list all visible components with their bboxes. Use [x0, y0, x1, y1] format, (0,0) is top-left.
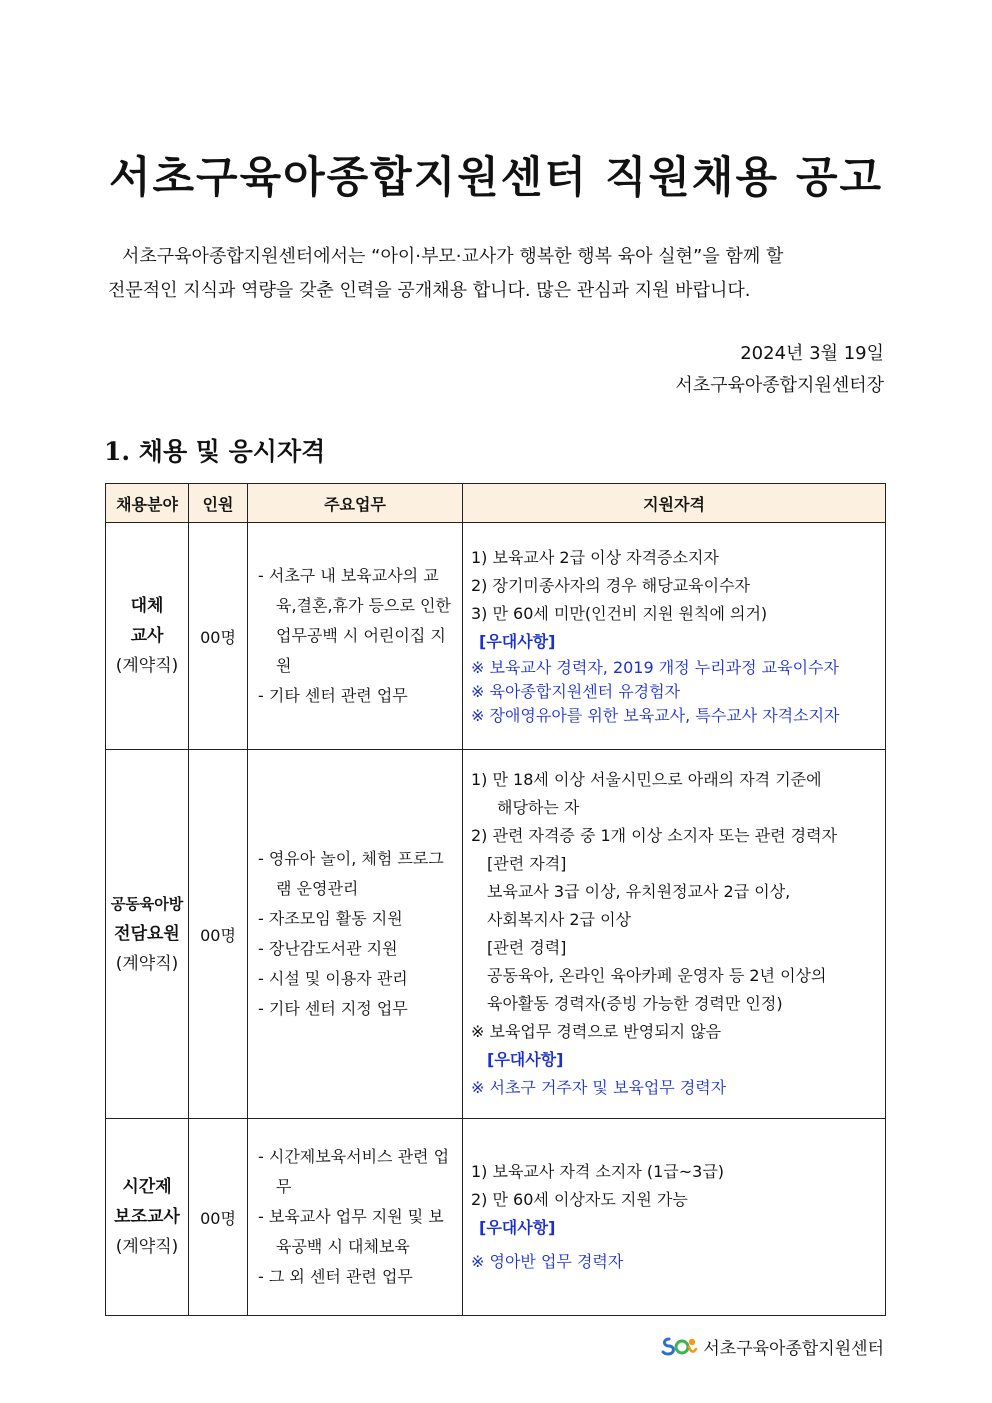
duty-item: - 서초구 내 보육교사의 교육,결혼,휴가 등으로 인한 업무공백 시 어린이집 지원 [258, 566, 451, 675]
quals-cell [463, 750, 886, 1119]
header-field: 채용분야 [106, 484, 189, 523]
field-name: 전담요원 [114, 924, 180, 944]
duty-item: - 기타 센터 지정 업무 [258, 999, 408, 1018]
qual-note: ※ 보육업무 경력으로 반영되지 않음 [471, 1022, 722, 1041]
issue-block [675, 338, 884, 402]
count-cell: 00명 [189, 523, 248, 750]
qual-sublabel: [관련 자격] [487, 854, 567, 873]
pref-label: [우대사항] [487, 1050, 564, 1069]
field-name: 공동육아방 [110, 895, 184, 913]
qual-item: 2) 장기미종사자의 경우 해당교육이수자 [471, 576, 750, 595]
intro-line: 전문적인 지식과 역량을 갖춘 인력을 공개채용 합니다. 많은 관심과 지원 바랍니다. [108, 280, 751, 301]
duty-item: - 그 외 센터 관련 업무 [258, 1267, 413, 1286]
field-name: 시간제 [122, 1177, 172, 1197]
contract-type: (계약직) [115, 954, 179, 974]
qual-item: 사회복지사 2급 이상 [487, 910, 631, 929]
page-title: 서초구육아종합지원센터 직원채용 공고 [108, 153, 884, 203]
duty-item: - 기타 센터 관련 업무 [258, 686, 408, 705]
section-title: 1. 채용 및 응시자격 [104, 437, 326, 466]
duty-item: - 장난감도서관 지원 [258, 939, 398, 958]
qual-item: 공동육아, 온라인 육아카페 운영자 등 2년 이상의 [487, 966, 827, 985]
pref-item: ※ 서초구 거주자 및 보육업무 경력자 [471, 1078, 727, 1097]
field-name: 교사 [130, 626, 164, 646]
header-quals: 지원자격 [463, 484, 886, 523]
header-duties: 주요업무 [248, 484, 463, 523]
table-row [106, 1119, 886, 1316]
qual-item: 1) 만 18세 이상 서울시민으로 아래의 자격 기준에 [471, 770, 822, 789]
seocho-logo-icon [661, 1335, 699, 1359]
contract-type: (계약직) [115, 656, 179, 676]
footer-brand [661, 1334, 884, 1359]
pref-item: ※ 육아종합지원센터 유경험자 [471, 682, 681, 701]
field-cell [106, 750, 189, 1119]
duties-cell [248, 750, 463, 1119]
pref-item: ※ 영아반 업무 경력자 [471, 1252, 624, 1271]
pref-item: ※ 장애영유아를 위한 보육교사, 특수교사 자격소지자 [471, 706, 840, 725]
field-cell [106, 523, 189, 750]
pref-label: [우대사항] [479, 632, 556, 651]
field-name: 보조교사 [114, 1207, 180, 1227]
pref-label: [우대사항] [479, 1218, 556, 1237]
recruitment-table [105, 483, 886, 1316]
qual-sublabel: [관련 경력] [487, 938, 567, 957]
duties-cell [248, 1119, 463, 1316]
field-cell [106, 1119, 189, 1316]
duty-item: - 시간제보육서비스 관련 업무 [258, 1147, 450, 1196]
count-cell: 00명 [189, 1119, 248, 1316]
duty-item: - 시설 및 이용자 관리 [258, 969, 408, 988]
header-count: 인원 [189, 484, 248, 523]
field-name: 대체 [130, 596, 164, 616]
pref-item: ※ 보육교사 경력자, 2019 개정 누리과정 교육이수자 [471, 658, 839, 677]
qual-item: 2) 만 60세 이상자도 지원 가능 [471, 1190, 688, 1209]
duty-item: - 영유아 놀이, 체험 프로그램 운영관리 [258, 849, 444, 898]
intro-line: 서초구육아종합지원센터에서는 “아이·부모·교사가 행복한 행복 육아 실현”을 함께 할 [122, 246, 784, 267]
quals-cell [463, 1119, 886, 1316]
quals-cell [463, 523, 886, 750]
qual-item: 3) 만 60세 미만(인건비 지원 원칙에 의거) [471, 604, 768, 623]
qual-item: 2) 관련 자격증 중 1개 이상 소지자 또는 관련 경력자 [471, 826, 838, 845]
contract-type: (계약직) [115, 1237, 179, 1257]
table-header-row [106, 484, 886, 523]
issuer: 서초구육아종합지원센터장 [675, 375, 884, 396]
table-row [106, 750, 886, 1119]
count-cell: 00명 [189, 750, 248, 1119]
footer-org-name: 서초구육아종합지원센터 [703, 1339, 884, 1359]
intro-paragraph [108, 240, 884, 308]
duty-item: - 보육교사 업무 지원 및 보육공백 시 대체보육 [258, 1207, 444, 1256]
issue-date: 2024년 3월 19일 [740, 343, 884, 364]
qual-item: 1) 보육교사 2급 이상 자격증소지자 [471, 548, 719, 567]
qual-item: 보육교사 3급 이상, 유치원정교사 2급 이상, [487, 882, 791, 901]
qual-item: 1) 보육교사 자격 소지자 (1급~3급) [471, 1162, 725, 1181]
table-row [106, 523, 886, 750]
qual-item: 육아활동 경력자(증빙 가능한 경력만 인정) [487, 994, 783, 1013]
duty-item: - 자조모임 활동 지원 [258, 909, 403, 928]
duties-cell [248, 523, 463, 750]
qual-item: 해당하는 자 [497, 798, 580, 817]
